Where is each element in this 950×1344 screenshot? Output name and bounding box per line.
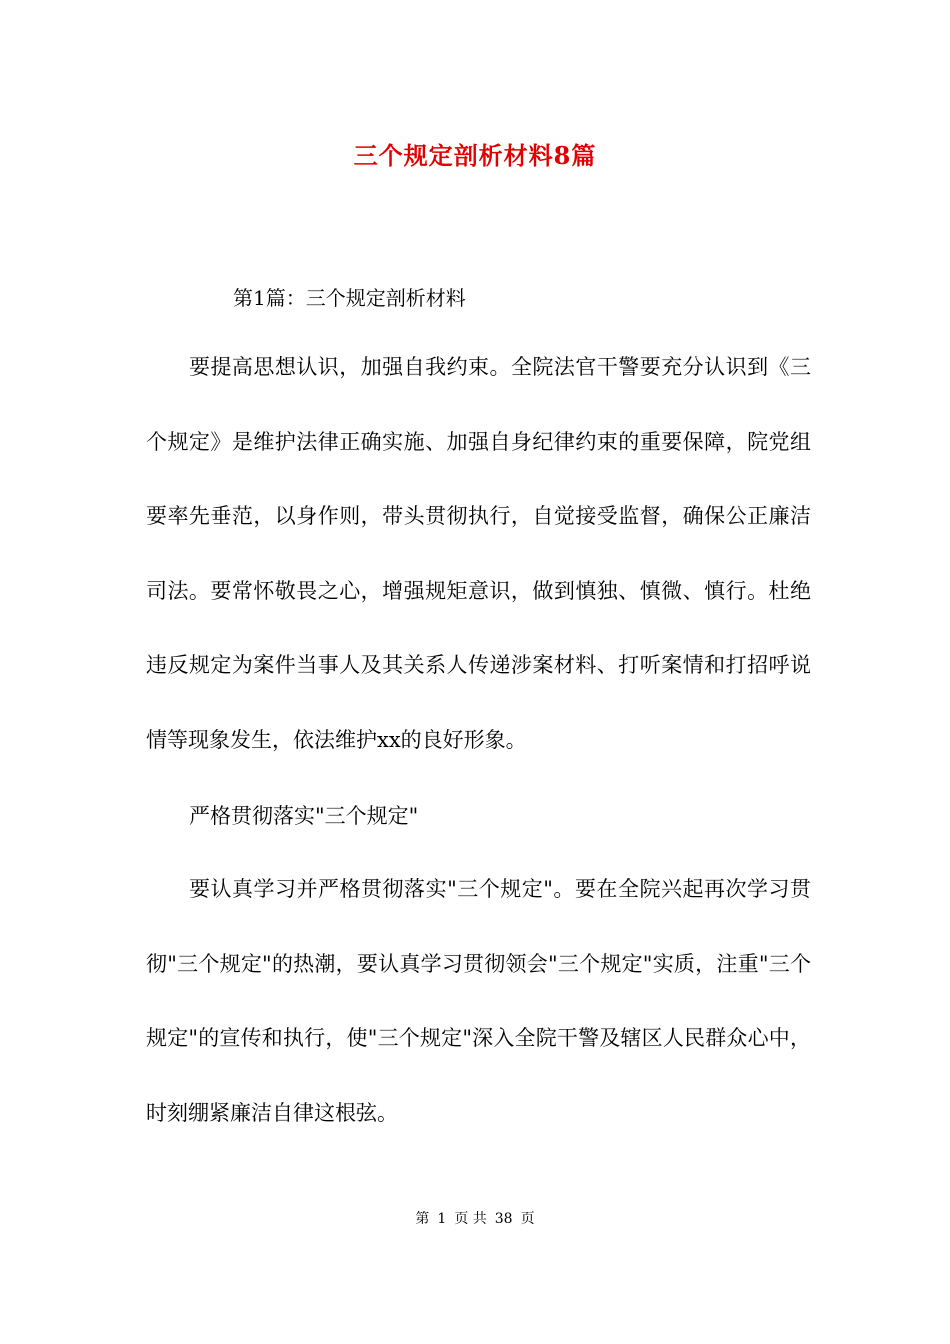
paragraph-2: 要认真学习并严格贯彻落实"三个规定"。要在全院兴起再次学习贯彻"三个规定"的热潮，要认真学习贯彻领会"三个规定"实质，注重"三个规定"的宣传和执行，使"三个规定"深入全院干警及辖区人民群众心中，时刻绷紧廉洁自律这根弦。 (146, 877, 811, 1125)
footer-total-pages: 38 (494, 1211, 513, 1227)
footer-prefix: 第 (415, 1211, 430, 1227)
footer-current-page: 1 (437, 1211, 447, 1227)
subheading: 严格贯彻落实"三个规定" (189, 804, 419, 828)
paragraph-1: 要提高思想认识，加强自我约束。全院法官干警要充分认识到《三个规定》是维护法律正确实施、加强自身纪律约束的重要保障，院党组要率先垂范，以身作则，带头贯彻执行，自觉接受监督，确保公正廉洁司法。要常怀敬畏之心，增强规矩意识，做到慎独、慎微、慎行。杜绝违反规定为案件当事人及其关系人传递涉案材料、打听案情和打招呼说情等现象发生，依法维护xx的良好形象。 (146, 355, 811, 752)
footer-middle: 页 共 (454, 1211, 487, 1227)
document-title: 三个规定剖析材料8篇 (353, 141, 597, 170)
section-heading: 第1篇：三个规定剖析材料 (233, 286, 466, 310)
footer-suffix: 页 (520, 1211, 535, 1227)
page-footer (0, 1208, 950, 1228)
